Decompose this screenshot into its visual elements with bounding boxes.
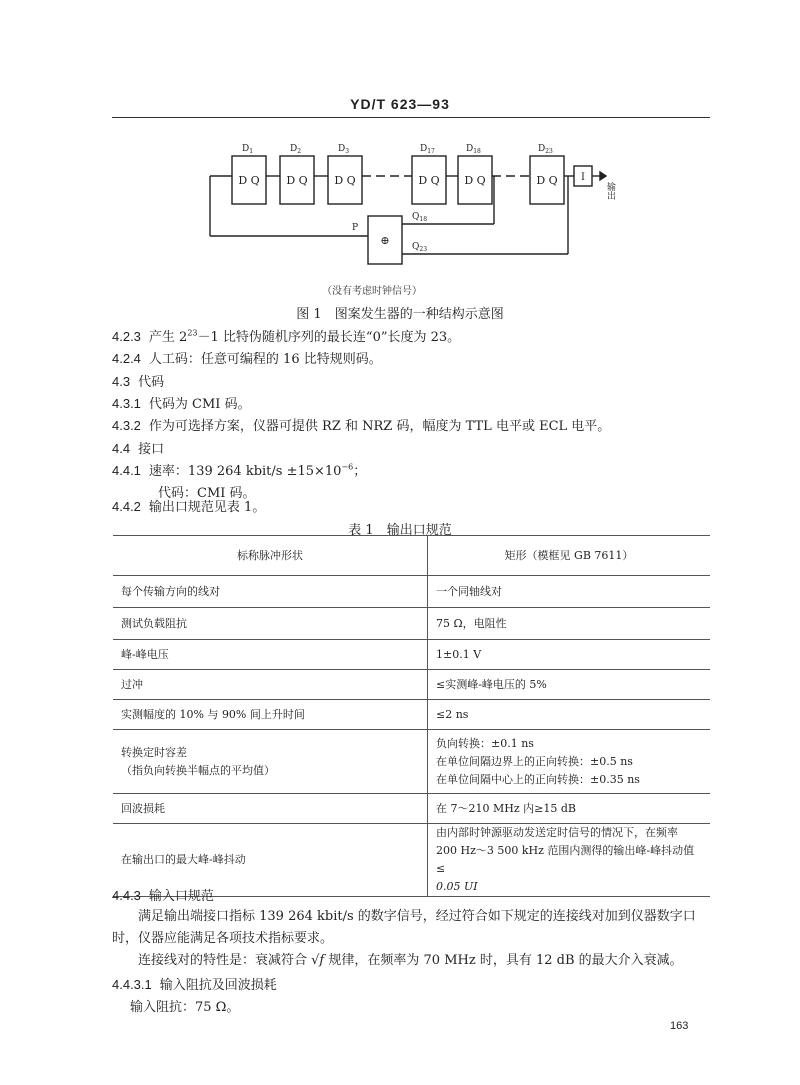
clause-text: 作为可选择方案，仪器可提供 RZ 和 NRZ 码，幅度为 TTL 电平或 ECL 电平。	[148, 419, 611, 434]
page-number: 163	[670, 1020, 689, 1032]
clause-number: 4.2.3	[112, 329, 141, 344]
table-cell: 测试负载阻抗	[113, 608, 428, 640]
clause-4-4-2	[112, 496, 265, 515]
figure-1-diagram	[190, 130, 630, 290]
clause-text: 接口	[138, 442, 165, 457]
clause-4-4-1-code: 代码：CMI 码。	[158, 486, 256, 501]
q18-label: $Q_{18}$	[412, 212, 428, 223]
exponent: 23	[187, 328, 198, 338]
clause-text-rest: －1 比特伪随机序列的最长连“0”长度为 23。	[197, 330, 461, 345]
d23-title: $D_{23}$	[538, 144, 553, 155]
table-row	[113, 794, 710, 824]
table-cell: 在 7～210 MHz 内≥15 dB	[428, 794, 711, 824]
p-label: P	[352, 223, 359, 233]
cell-line: 在单位间隔中心上的正向转换：±0.35 ns	[436, 772, 640, 786]
output-label: 输出	[605, 182, 615, 200]
clause-number: 4.3.1	[112, 396, 141, 411]
cell-line: 负向转换：±0.1 ns	[436, 736, 534, 750]
clause-4-2-4	[112, 348, 382, 367]
clause-4-4	[112, 438, 164, 457]
q23-label: $Q_{23}$	[412, 242, 428, 253]
cell-line: 0.05 UI	[436, 880, 478, 893]
page-header: YD/T 623—93	[350, 96, 450, 112]
table-cell	[113, 730, 428, 794]
cell-line: 转换定时容差	[121, 745, 187, 759]
figure-note: （没有考虑时钟信号）	[322, 286, 422, 297]
table-cell: 一个同轴线对	[428, 576, 711, 608]
clause-text: 输出口规范见表 1。	[148, 500, 266, 515]
clause-number: 4.4.3	[112, 888, 141, 903]
clause-text: 代码	[138, 375, 165, 390]
clause-number: 4.3.2	[112, 418, 141, 433]
clause-4-3-1	[112, 393, 251, 412]
table-row	[113, 730, 710, 794]
clause-text: 人工码：任意可编程的 16 比特规则码。	[148, 352, 382, 367]
cell-line: （指负向转换半幅点的平均值）	[121, 763, 275, 777]
clause-title: 输入阻抗及回波损耗	[159, 978, 277, 993]
clause-4-4-3-1	[112, 974, 277, 993]
clause-4-3	[112, 371, 164, 390]
clause-number: 4.4.2	[112, 499, 141, 514]
xor-symbol: ⊕	[380, 234, 390, 247]
ff18-label: D Q	[464, 174, 486, 187]
buffer-label: I	[581, 172, 585, 183]
output-spec-table	[113, 535, 710, 897]
clause-number: 4.3	[112, 374, 131, 389]
clause-number: 4.4.3.1	[112, 977, 152, 992]
clause-title: 输入口规范	[148, 889, 214, 904]
ff23-label: D Q	[536, 174, 558, 187]
table-cell: 实测幅度的 10% 与 90% 间上升时间	[113, 700, 428, 730]
pattern-generator-svg	[190, 130, 630, 290]
ff2-label: D Q	[286, 174, 308, 187]
table-header-row	[113, 536, 710, 576]
cell-line: 200 Hz～3 500 kHz 范围内测得的输出峰-峰抖动值≤	[436, 844, 695, 875]
clause-text: 速率：139 264 kbit/s ±15×10	[148, 464, 342, 479]
table-cell: 回波损耗	[113, 794, 428, 824]
clause-4-3-2	[112, 415, 610, 434]
clause-text-rest: ；	[353, 464, 367, 479]
table-row	[113, 670, 710, 700]
clause-number: 4.4.1	[112, 463, 141, 478]
table-cell: 峰-峰电压	[113, 640, 428, 670]
input-impedance: 输入阻抗：75 Ω。	[130, 1000, 240, 1015]
clause-number: 4.2.4	[112, 351, 141, 366]
header-rule	[112, 117, 710, 118]
ff3-label: D Q	[334, 174, 356, 187]
table-row	[113, 700, 710, 730]
clause-number: 4.4	[112, 441, 131, 456]
table-cell	[428, 730, 711, 794]
paragraph-input-spec: 满足输出端接口指标 139 264 kbit/s 的数字信号，经过符合如下规定的连接线对加到仪器数字口时，仪器应能满足各项技术指标要求。	[112, 909, 696, 946]
clause-text: 产生 2	[148, 330, 188, 345]
table-cell: 每个传输方向的线对	[113, 576, 428, 608]
exponent: −6	[341, 462, 354, 472]
header-cell: 标称脉冲形状	[113, 536, 428, 576]
d3-title: $D_3$	[338, 144, 350, 155]
table-row	[113, 640, 710, 670]
paragraph-text-rest: 规律，在频率为 70 MHz 时，具有 12 dB 的最大介入衰减。	[324, 953, 683, 968]
table-row	[113, 576, 710, 608]
clause-4-4-3	[112, 885, 214, 904]
table-cell: ≤实测峰-峰电压的 5%	[428, 670, 711, 700]
ff17-label: D Q	[418, 174, 440, 187]
d17-title: $D_{17}$	[420, 144, 435, 155]
clause-4-4-1	[112, 460, 366, 479]
table-caption: 表 1 输出口规范	[348, 523, 452, 538]
table-cell: 1±0.1 V	[428, 640, 711, 670]
table-cell: ≤2 ns	[428, 700, 711, 730]
figure-caption: 图 1 图案发生器的一种结构示意图	[296, 307, 504, 322]
ff1-label: D Q	[238, 174, 260, 187]
sqrt-f: √f	[311, 953, 325, 968]
clause-text: 代码为 CMI 码。	[148, 397, 251, 412]
paragraph-text: 连接线对的特性是：衰减符合	[138, 953, 312, 968]
table-cell: 过冲	[113, 670, 428, 700]
paragraph-line-characteristic	[112, 950, 710, 972]
cell-line: 由内部时钟源驱动发送定时信号的情况下，在频率	[436, 826, 678, 839]
d18-title: $D_{18}$	[466, 144, 481, 155]
d1-title: $D_1$	[242, 144, 254, 155]
d2-title: $D_2$	[290, 144, 302, 155]
table-cell: 75 Ω，电阻性	[428, 608, 711, 640]
clause-4-2-3	[112, 326, 460, 345]
header-cell: 矩形（模框见 GB 7611）	[428, 536, 711, 576]
cell-line: 在单位间隔边界上的正向转换：±0.5 ns	[436, 754, 633, 768]
table-row	[113, 608, 710, 640]
table-cell: 在输出口的最大峰-峰抖动	[113, 824, 428, 897]
table-cell	[428, 824, 711, 897]
